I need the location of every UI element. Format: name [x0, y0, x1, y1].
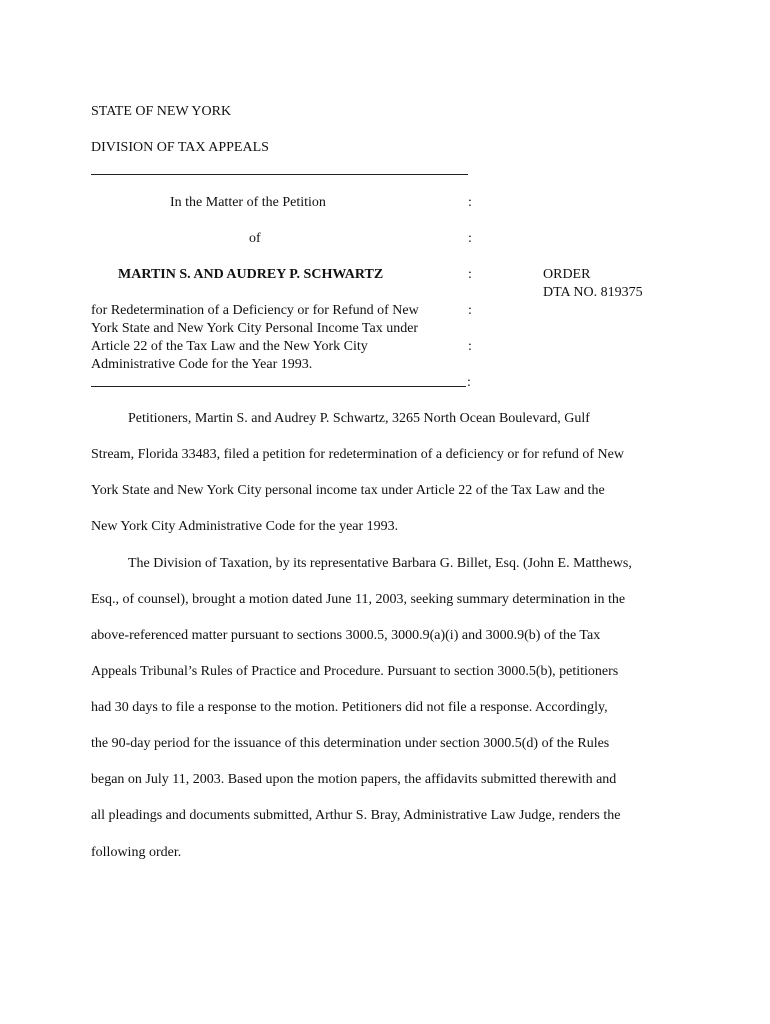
paragraph2-line: following order.: [91, 845, 182, 860]
caption-bottom-rule: [91, 386, 466, 387]
dta-number: DTA NO. 819375: [543, 285, 643, 300]
caption-purpose-line: Article 22 of the Tax Law and the New York City: [91, 339, 368, 354]
paragraph2-line: had 30 days to file a response to the motion. Petitioners did not file a response. Accordingly,: [91, 700, 608, 715]
paragraph2-line: Appeals Tribunal’s Rules of Practice and Procedure. Pursuant to section 3000.5(b), petitioners: [91, 664, 619, 679]
caption-colon: :: [468, 195, 472, 210]
paragraph2-line: began on July 11, 2003. Based upon the motion papers, the affidavits submitted therewith and: [91, 772, 617, 787]
caption-of: of: [249, 231, 261, 246]
paragraph2-line: The Division of Taxation, by its representative Barbara G. Billet, Esq. (John E. Matthews,: [128, 556, 632, 571]
paragraph1-line: York State and New York City personal income tax under Article 22 of the Tax Law and the: [91, 483, 605, 498]
agency-division: DIVISION OF TAX APPEALS: [91, 140, 269, 155]
order-title: ORDER: [543, 267, 591, 282]
caption-purpose-line: York State and New York City Personal Income Tax under: [91, 321, 419, 336]
paragraph1-line: Petitioners, Martin S. and Audrey P. Schwartz, 3265 North Ocean Boulevard, Gulf: [128, 411, 590, 426]
caption-in-the-matter: In the Matter of the Petition: [170, 195, 326, 210]
caption-colon: :: [468, 303, 472, 318]
paragraph1-line: New York City Administrative Code for the year 1993.: [91, 519, 399, 534]
paragraph2-line: all pleadings and documents submitted, Arthur S. Bray, Administrative Law Judge, renders the: [91, 808, 621, 823]
caption-purpose-line: for Redetermination of a Deficiency or for Refund of New: [91, 303, 419, 318]
agency-state: STATE OF NEW YORK: [91, 104, 232, 119]
caption-colon: :: [467, 375, 471, 390]
paragraph2-line: Esq., of counsel), brought a motion dated June 11, 2003, seeking summary determination in the: [91, 592, 626, 607]
paragraph2-line: above-referenced matter pursuant to sections 3000.5, 3000.9(a)(i) and 3000.9(b) of the Tax: [91, 628, 601, 643]
caption-colon: :: [468, 231, 472, 246]
caption-top-rule: [91, 174, 468, 175]
paragraph2-line: the 90-day period for the issuance of this determination under section 3000.5(d) of the Rules: [91, 736, 610, 751]
caption-colon: :: [468, 339, 472, 354]
caption-petitioners: MARTIN S. AND AUDREY P. SCHWARTZ: [118, 267, 384, 282]
paragraph1-line: Stream, Florida 33483, filed a petition for redetermination of a deficiency or for refund of New: [91, 447, 624, 462]
caption-purpose-line: Administrative Code for the Year 1993.: [91, 357, 313, 372]
caption-colon: :: [468, 267, 472, 282]
